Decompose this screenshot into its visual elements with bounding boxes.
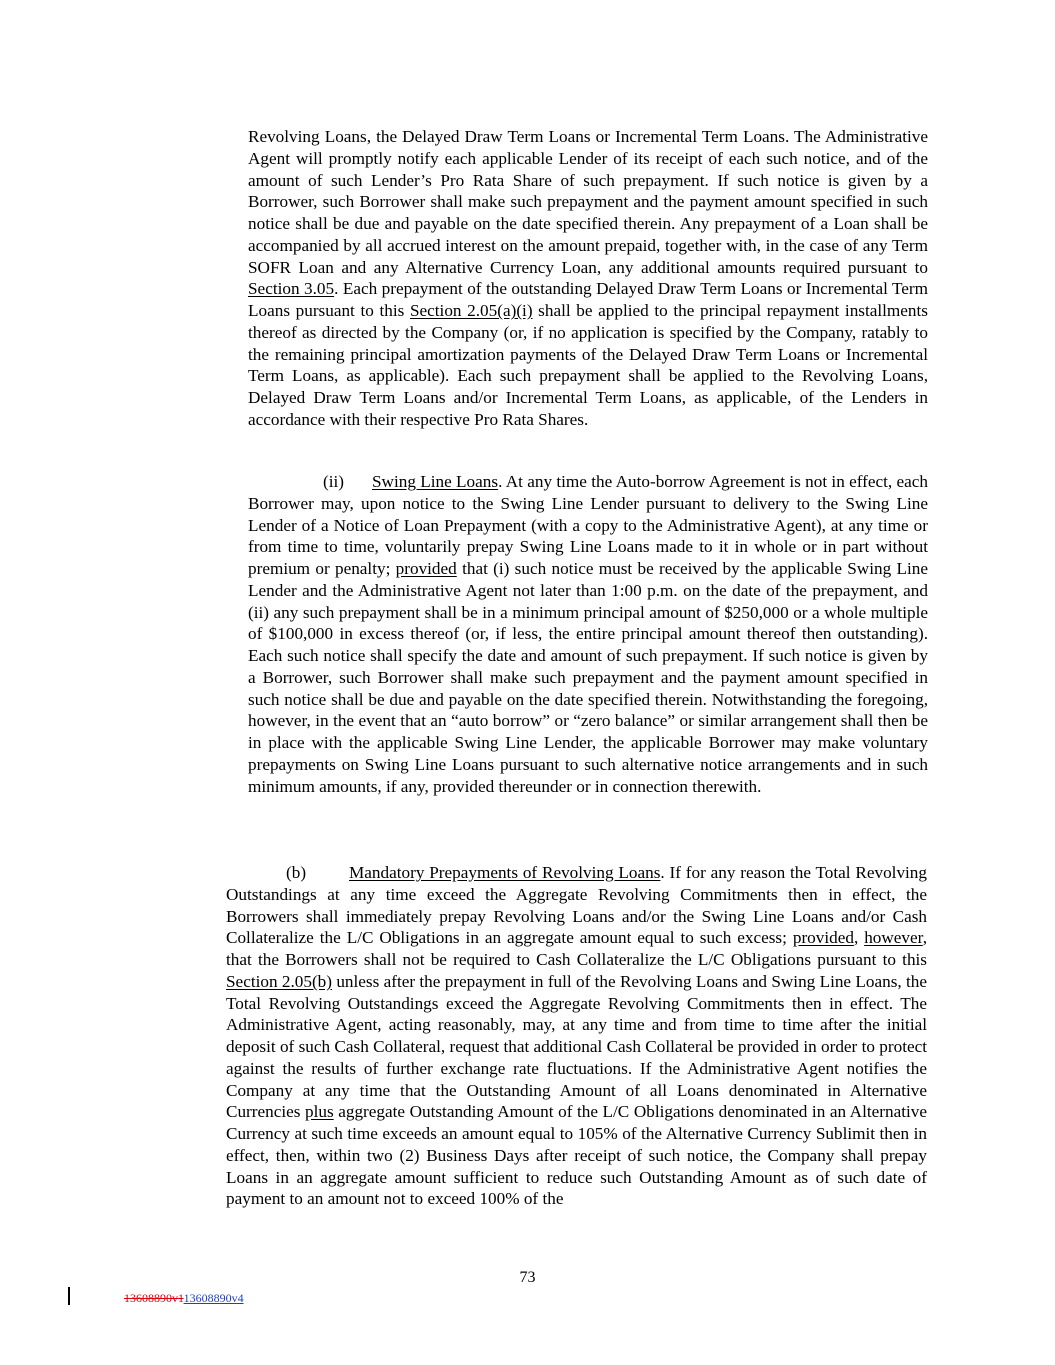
paragraph-swing-line-loans <box>248 471 928 797</box>
page-number: 73 <box>519 1269 536 1286</box>
para3-text-1: . If for any reason the Total Revolving Outstandings at any time exceed the Aggregate Revolving Commitments then in effect, the Borrowers shall immediately prepay Revolving Loans and/or the Swing Line Loans and/or Cash Collateralize the L/C Obligations in an aggregate amount equal to such excess; <box>226 863 927 948</box>
para1-text-1: Revolving Loans, the Delayed Draw Term Loans or Incremental Term Loans. The Administrative Agent will promptly notify each applicable Lender of its receipt of each such notice, and of the amount of such Lender’s Pro Rata Share of such prepayment. If such notice is given by a Borrower, such Borrower shall make such prepayment and the payment amount specified in such notice shall be due and payable on the date specified therein. Any prepayment of a Loan shall be accompanied by all accrued interest on the amount prepaid, together with, in the case of any Term SOFR Loan and any Alternative Currency Loan, any additional amounts required pursuant to <box>248 127 928 277</box>
para3-text-4: aggregate Outstanding Amount of the L/C Obligations denominated in an Alternative Currency at such time exceeds an amount equal to 105% of the Alternative Currency Sublimit then in effect, then, within two (2) Business Days after receipt of such notice, the Company shall prepay Loans in an aggregate amount sufficient to reduce such Outstanding Amount as of such date of payment to an amount not to exceed 100% of the <box>226 1102 927 1209</box>
para2-text-2: that (i) such notice must be received by the applicable Swing Line Lender and the Administrative Agent not later than 1:00 p.m. on the date of the prepayment, and (ii) any such prepayment shall be in a minimum principal amount of $250,000 or a whole multiple of $100,000 in excess thereof (or, if less, the entire principal amount thereof then outstanding). Each such notice shall specify the date and amount of such prepayment. If such notice is given by a Borrower, such Borrower shall make such prepayment and the payment amount specified in such notice shall be due and payable on the date specified therein. Notwithstanding the foregoing, however, in the event that an “auto borrow” or “zero balance” or similar arrangement shall then be in place with the applicable Swing Line Lender, the applicable Borrower may make voluntary prepayments on Swing Line Loans pursuant to such alternative notice arrangements and in such minimum amounts, if any, provided thereunder or in connection therewith. <box>248 559 928 796</box>
clause-number-ii: (ii) <box>323 472 344 491</box>
however-term: however <box>864 928 923 948</box>
paragraph-mandatory-prepayments <box>226 862 927 1210</box>
section-2-05-a-i-reference: Section 2.05(a)(i) <box>409 301 533 320</box>
plus-term: plus <box>305 1102 334 1122</box>
document-id-inserted: 13608890v4 <box>183 1291 244 1305</box>
para1-text-2: . Each prepayment of the outstanding Delayed Draw Term Loans or Incremental Term Loans pursuant to this <box>248 279 928 320</box>
provided-term: provided <box>395 559 457 578</box>
swing-line-loans-heading: Swing Line Loans <box>372 472 499 491</box>
paragraph-prepayment-continuation <box>248 126 928 431</box>
para1-text-3: shall be applied to the principal repayment installments thereof as directed by the Company (or, if no application is specified by the Company, ratably to the remaining principal amortization payments of the Delayed Draw Term Loans or Incremental Term Loans, as applicable). Each such prepayment shall be applied to the Revolving Loans, Delayed Draw Term Loans and/or Incremental Term Loans, as applicable, of the Lenders in accordance with their respective Pro Rata Shares. <box>248 301 928 429</box>
section-3-05-reference: Section 3.05 <box>248 279 335 299</box>
document-id <box>124 1291 244 1305</box>
para3-comma: , <box>853 928 865 948</box>
change-bar <box>68 1287 70 1305</box>
clause-number-b: (b) <box>286 863 307 882</box>
document-id-deleted: 13608890v1 <box>124 1291 184 1305</box>
para3-text-3: unless after the prepayment in full of the Revolving Loans and Swing Line Loans, the Total Revolving Outstandings exceed the Aggregate Revolving Commitments then in effect. The Administrative Agent, acting reasonably, may, at any time and from time to time after the initial deposit of such Cash Collateral, request that additional Cash Collateral be provided in order to protect against the results of further exchange rate fluctuations. If the Administrative Agent notifies the Company at any time that the Outstanding Amount of all Loans denominated in Alternative Currencies <box>226 971 927 1122</box>
provided-term: provided <box>792 928 854 948</box>
section-2-05-b-reference: Section 2.05(b) <box>226 971 332 991</box>
mandatory-prepayments-heading: Mandatory Prepayments of Revolving Loans <box>349 863 661 882</box>
para2-text-1: . At any time the Auto-borrow Agreement is not in effect, each Borrower may, upon notice to the Swing Line Lender pursuant to delivery to the Swing Line Lender of a Notice of Loan Prepayment (with a copy to the Administrative Agent), at any time or from time to time, voluntarily prepay Swing Line Loans made to it in whole or in part without premium or penalty; <box>248 472 929 578</box>
para3-text-2: , that the Borrowers shall not be required to Cash Collateralize the L/C Obligations pursuant to this <box>226 928 927 969</box>
